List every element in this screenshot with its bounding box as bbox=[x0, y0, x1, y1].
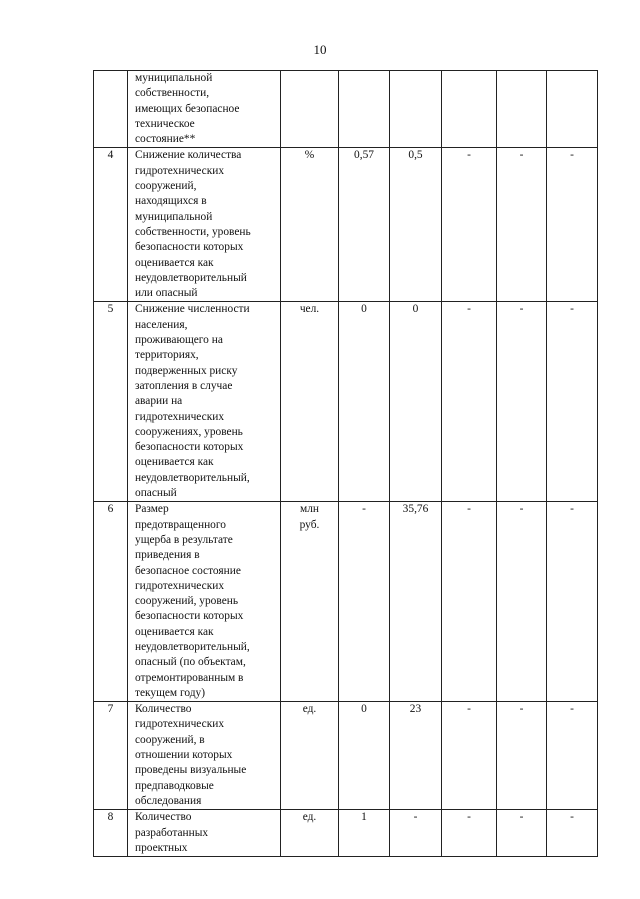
table-row bbox=[94, 302, 598, 502]
value-cell: - bbox=[390, 810, 442, 857]
value-cell: 23 bbox=[390, 702, 442, 810]
row-number: 8 bbox=[94, 810, 128, 857]
table-row bbox=[94, 702, 598, 810]
unit-cell: ед. bbox=[281, 810, 339, 857]
indicators-table bbox=[93, 70, 598, 857]
indicator-name: Снижение численности населения, проживающего на территориях, подверженных риску затопления в случае аварии на гидротехнических сооружениях, уровень безопасности которых оценивается как неудовлетворительный, опасный bbox=[128, 302, 281, 502]
indicator-name: Размер предотвращенного ущерба в результате приведения в безопасное состояние гидротехнических сооружений, уровень безопасности которых оценивается как неудовлетворительный, опасный (по объектам, отремонтированным в текущем году) bbox=[128, 502, 281, 702]
value-cell: - bbox=[497, 502, 547, 702]
value-cell bbox=[497, 71, 547, 148]
value-cell: - bbox=[442, 302, 497, 502]
indicator-name: муниципальной собственности, имеющих безопасное техническое состояние** bbox=[128, 71, 281, 148]
indicator-name: Снижение количества гидротехнических сооружений, находящихся в муниципальной собственности, уровень безопасности которых оценивается как неудовлетворительный или опасный bbox=[128, 148, 281, 302]
value-cell bbox=[339, 71, 390, 148]
value-cell: - bbox=[442, 810, 497, 857]
value-cell: 0,57 bbox=[339, 148, 390, 302]
value-cell bbox=[547, 71, 598, 148]
value-cell: 0,5 bbox=[390, 148, 442, 302]
value-cell: - bbox=[442, 502, 497, 702]
value-cell: - bbox=[497, 148, 547, 302]
value-cell: 35,76 bbox=[390, 502, 442, 702]
table-row bbox=[94, 502, 598, 702]
value-cell: - bbox=[339, 502, 390, 702]
unit-cell: % bbox=[281, 148, 339, 302]
row-number: 5 bbox=[94, 302, 128, 502]
table-row bbox=[94, 810, 598, 857]
value-cell: 0 bbox=[339, 302, 390, 502]
page-number: 10 bbox=[313, 42, 327, 57]
row-number bbox=[94, 71, 128, 148]
value-cell: - bbox=[442, 148, 497, 302]
value-cell: - bbox=[497, 302, 547, 502]
table-row bbox=[94, 71, 598, 148]
unit-cell: ед. bbox=[281, 702, 339, 810]
value-cell: - bbox=[547, 502, 598, 702]
unit-cell: млн руб. bbox=[281, 502, 339, 702]
value-cell bbox=[390, 71, 442, 148]
value-cell: - bbox=[442, 702, 497, 810]
value-cell: 0 bbox=[339, 702, 390, 810]
indicator-name: Количество разработанных проектных bbox=[128, 810, 281, 857]
value-cell: - bbox=[497, 810, 547, 857]
row-number: 4 bbox=[94, 148, 128, 302]
value-cell: 0 bbox=[390, 302, 442, 502]
value-cell: - bbox=[547, 702, 598, 810]
indicator-name: Количество гидротехнических сооружений, в отношении которых проведены визуальные предпаводковые обследования bbox=[128, 702, 281, 810]
row-number: 7 bbox=[94, 702, 128, 810]
value-cell: 1 bbox=[339, 810, 390, 857]
value-cell: - bbox=[547, 302, 598, 502]
unit-cell: чел. bbox=[281, 302, 339, 502]
value-cell: - bbox=[547, 810, 598, 857]
table-row bbox=[94, 148, 598, 302]
row-number: 6 bbox=[94, 502, 128, 702]
unit-cell bbox=[281, 71, 339, 148]
value-cell: - bbox=[547, 148, 598, 302]
value-cell bbox=[442, 71, 497, 148]
value-cell: - bbox=[497, 702, 547, 810]
